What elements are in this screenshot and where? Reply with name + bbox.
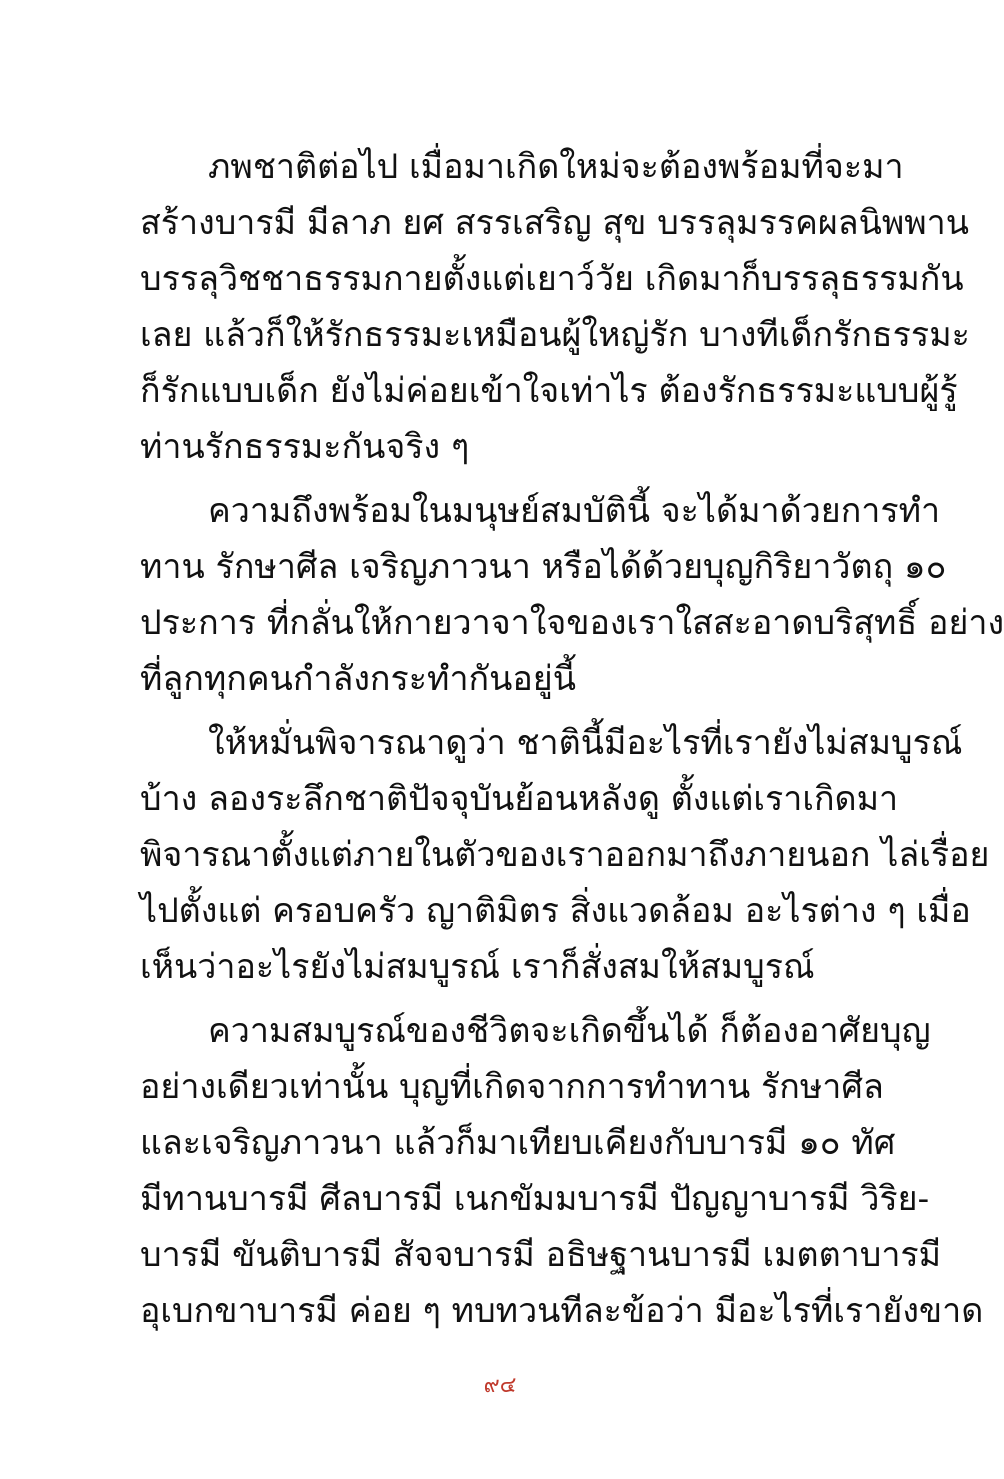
paragraph-3-line-3: พิจารณาตั้งแต่ภายในตัวของเราออกมาถึงภายนอก ไล่เรื่อย [140, 835, 990, 875]
paragraph-4-line-2: อย่างเดียวเท่านั้น บุญที่เกิดจากการทำทาน รักษาศีล [140, 1067, 884, 1107]
paragraph-2-line-1: ความถึงพร้อมในมนุษย์สมบัตินี้ จะได้มาด้วยการทำ [208, 491, 941, 531]
paragraph-4-line-4: มีทานบารมี ศีลบารมี เนกขัมมบารมี ปัญญาบารมี วิริย- [140, 1179, 930, 1219]
paragraph-3-line-5: เห็นว่าอะไรยังไม่สมบูรณ์ เราก็สั่งสมให้สมบูรณ์ [140, 947, 815, 987]
paragraph-3-line-2: บ้าง ลองระลึกชาติปัจจุบันย้อนหลังดู ตั้งแต่เราเกิดมา [140, 779, 899, 819]
paragraph-4-line-6: อุเบกขาบารมี ค่อย ๆ ทบทวนทีละข้อว่า มีอะไรที่เรายังขาด [140, 1291, 984, 1331]
paragraph-2-line-2: ทาน รักษาศีล เจริญภาวนา หรือได้ด้วยบุญกิริยาวัตถุ ๑๐ [140, 547, 947, 587]
paragraph-3-line-4: ไปตั้งแต่ ครอบครัว ญาติมิตร สิ่งแวดล้อม อะไรต่าง ๆ เมื่อ [140, 891, 971, 931]
paragraph-3-line-1: ให้หมั่นพิจารณาดูว่า ชาตินี้มีอะไรที่เรายังไม่สมบูรณ์ [208, 723, 963, 763]
paragraph-4-line-3: และเจริญภาวนา แล้วก็มาเทียบเคียงกับบารมี ๑๐ ทัศ [140, 1123, 896, 1163]
paragraph-4-line-1: ความสมบูรณ์ของชีวิตจะเกิดขึ้นได้ ก็ต้องอาศัยบุญ [208, 1011, 931, 1051]
page-number: ๙๔ [483, 1373, 517, 1398]
paragraph-2-line-4: ที่ลูกทุกคนกำลังกระทำกันอยู่นี้ [140, 659, 576, 699]
paragraph-1-line-1: ภพชาติต่อไป เมื่อมาเกิดใหม่จะต้องพร้อมที่จะมา [208, 147, 904, 187]
paragraph-1-line-4: เลย แล้วก็ให้รักธรรมะเหมือนผู้ใหญ่รัก บางทีเด็กรักธรรมะ [140, 315, 970, 355]
paragraph-1-line-6: ท่านรักธรรมะกันจริง ๆ [140, 427, 470, 467]
paragraph-2-line-3: ประการ ที่กลั่นให้กายวาจาใจของเราใสสะอาดบริสุทธิ์ อย่าง [140, 603, 1004, 643]
paragraph-1-line-3: บรรลุวิชชาธรรมกายตั้งแต่เยาว์วัย เกิดมาก็บรรลุธรรมกัน [140, 259, 964, 299]
paragraph-4-line-5: บารมี ขันติบารมี สัจจบารมี อธิษฐานบารมี เมตตาบารมี [140, 1235, 942, 1275]
paragraph-1-line-2: สร้างบารมี มีลาภ ยศ สรรเสริญ สุข บรรลุมรรคผลนิพพาน [140, 203, 969, 243]
paragraph-1-line-5: ก็รักแบบเด็ก ยังไม่ค่อยเข้าใจเท่าไร ต้องรักธรรมะแบบผู้รู้ [140, 371, 958, 411]
